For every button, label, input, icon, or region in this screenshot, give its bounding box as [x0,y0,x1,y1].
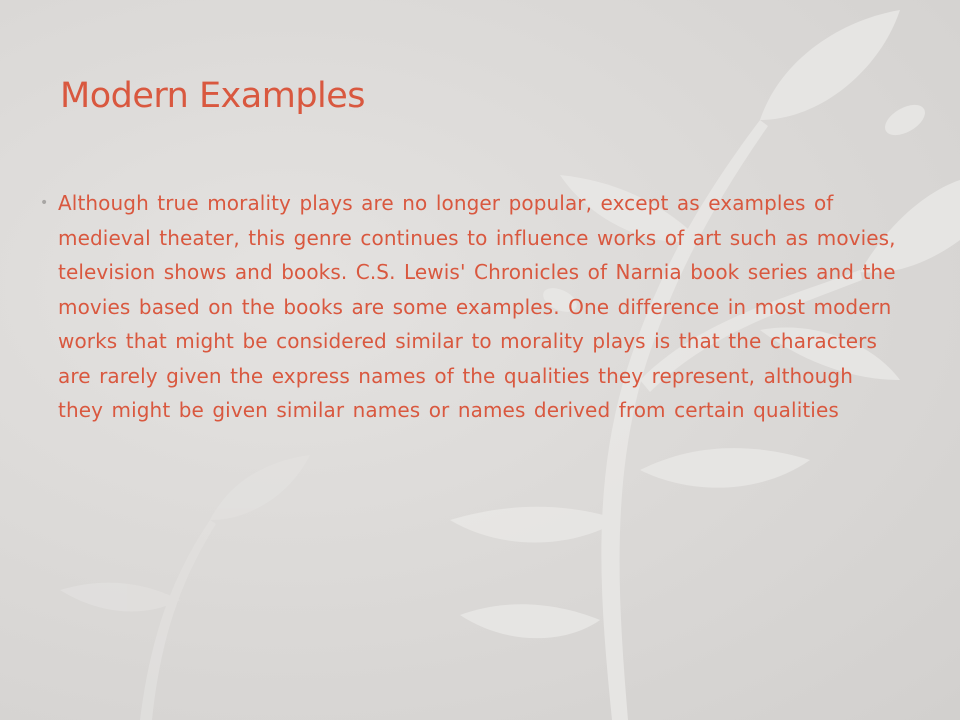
slide-title: Modern Examples [60,76,366,116]
bullet-text: Although true morality plays are no longer popular, except as examples of medieval theater, this genre continues to influence works of art such as movies, television shows and books. C.S. Lewis' Chronicles of Narnia book series and the movies based on the books are some examples. One difference in most modern works that might be considered similar to morality plays is that the characters are rarely given the express names of the qualities they represent, although they might be given similar names or names derived from certain qualities [58,191,896,422]
bullet-icon: • [40,195,49,211]
list-item [40,186,900,428]
bullet-list [40,186,900,428]
